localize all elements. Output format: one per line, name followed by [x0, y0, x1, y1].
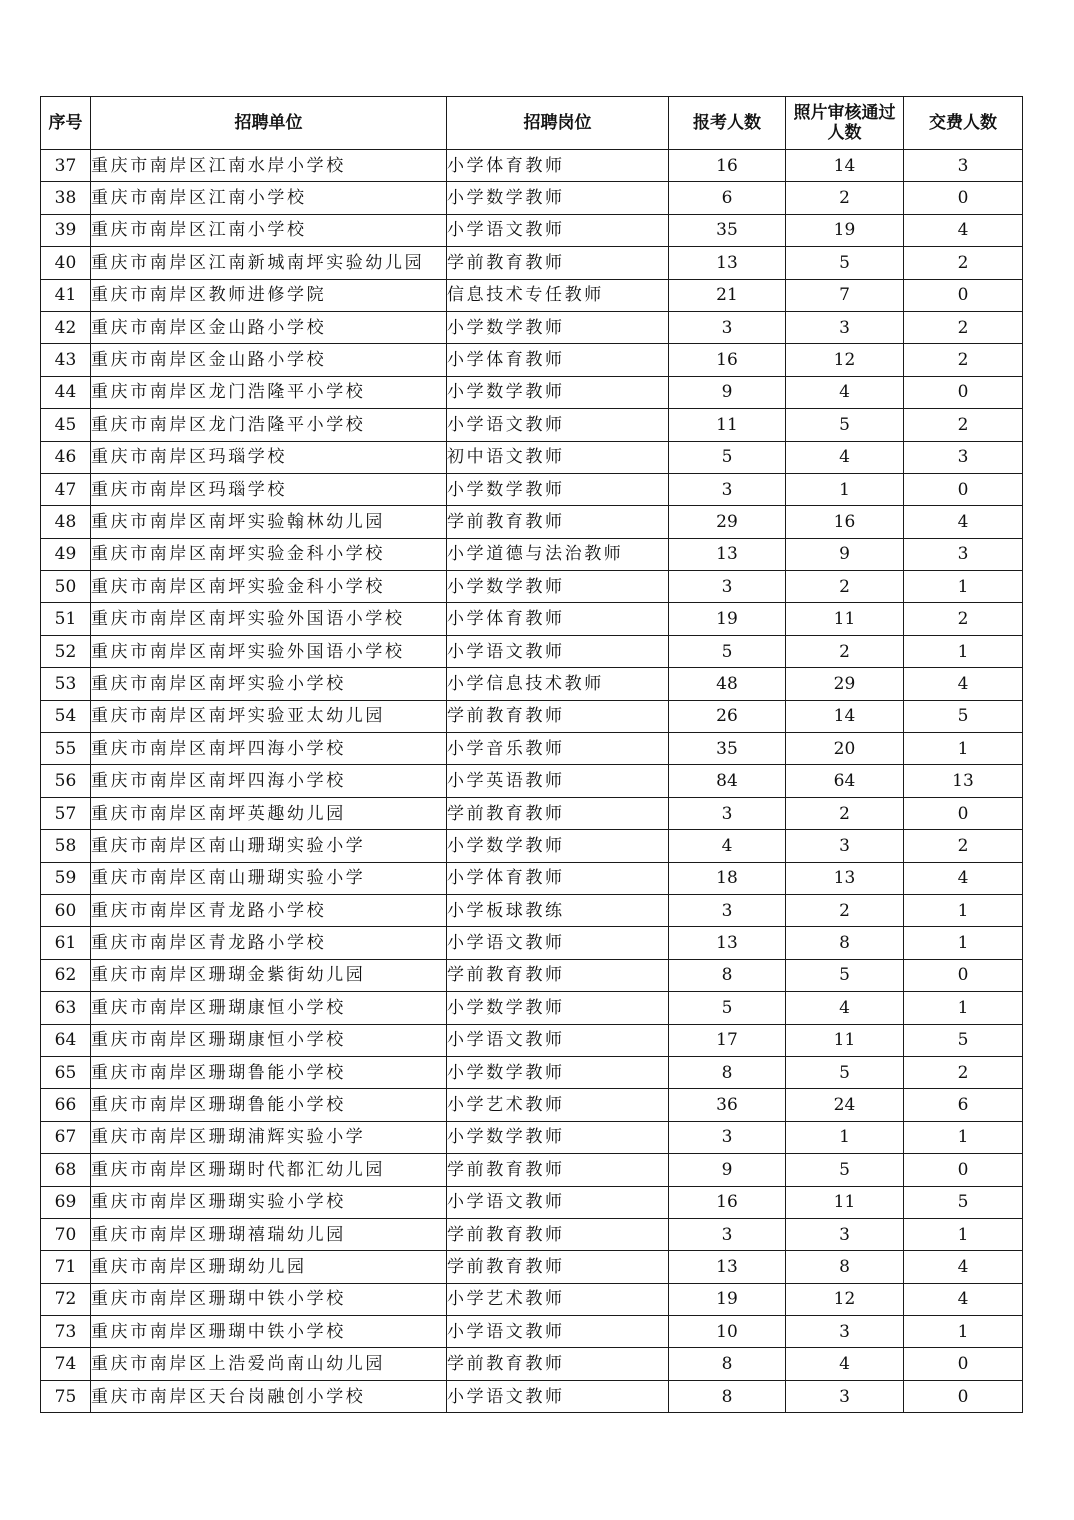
cell-registered: 5 [669, 441, 786, 473]
cell-post: 信息技术专任教师 [447, 279, 669, 311]
table-row [41, 441, 1023, 473]
cell-photo-passed: 2 [786, 797, 904, 829]
cell-index: 55 [41, 733, 91, 765]
cell-unit: 重庆市南岸区珊瑚金紫街幼儿园 [91, 959, 447, 991]
cell-paid: 1 [904, 1218, 1023, 1250]
cell-unit: 重庆市南岸区珊瑚时代都汇幼儿园 [91, 1154, 447, 1186]
cell-post: 学前教育教师 [447, 797, 669, 829]
cell-photo-passed: 2 [786, 571, 904, 603]
cell-post: 学前教育教师 [447, 506, 669, 538]
cell-photo-passed: 13 [786, 862, 904, 894]
cell-post: 小学体育教师 [447, 150, 669, 182]
cell-index: 38 [41, 182, 91, 214]
cell-unit: 重庆市南岸区青龙路小学校 [91, 927, 447, 959]
cell-paid: 0 [904, 1348, 1023, 1380]
cell-registered: 18 [669, 862, 786, 894]
cell-photo-passed: 9 [786, 538, 904, 570]
cell-registered: 19 [669, 1283, 786, 1315]
cell-photo-passed: 1 [786, 473, 904, 505]
cell-photo-passed: 3 [786, 1316, 904, 1348]
cell-post: 学前教育教师 [447, 1154, 669, 1186]
table-row [41, 182, 1023, 214]
cell-index: 66 [41, 1089, 91, 1121]
cell-registered: 13 [669, 247, 786, 279]
cell-paid: 1 [904, 927, 1023, 959]
cell-unit: 重庆市南岸区教师进修学院 [91, 279, 447, 311]
cell-paid: 1 [904, 571, 1023, 603]
cell-post: 小学道德与法治教师 [447, 538, 669, 570]
cell-registered: 8 [669, 1348, 786, 1380]
cell-unit: 重庆市南岸区金山路小学校 [91, 344, 447, 376]
cell-photo-passed: 19 [786, 214, 904, 246]
cell-paid: 0 [904, 797, 1023, 829]
cell-post: 小学语文教师 [447, 409, 669, 441]
cell-post: 小学语文教师 [447, 1380, 669, 1412]
table-row [41, 927, 1023, 959]
cell-registered: 19 [669, 603, 786, 635]
cell-photo-passed: 8 [786, 927, 904, 959]
cell-index: 46 [41, 441, 91, 473]
cell-paid: 1 [904, 733, 1023, 765]
cell-unit: 重庆市南岸区南坪实验翰林幼儿园 [91, 506, 447, 538]
cell-photo-passed: 16 [786, 506, 904, 538]
cell-index: 74 [41, 1348, 91, 1380]
cell-paid: 13 [904, 765, 1023, 797]
cell-post: 小学数学教师 [447, 182, 669, 214]
cell-post: 小学艺术教师 [447, 1089, 669, 1121]
table-row [41, 506, 1023, 538]
cell-registered: 35 [669, 733, 786, 765]
cell-post: 小学数学教师 [447, 1121, 669, 1153]
cell-post: 学前教育教师 [447, 1218, 669, 1250]
cell-post: 小学语文教师 [447, 214, 669, 246]
cell-unit: 重庆市南岸区珊瑚中铁小学校 [91, 1316, 447, 1348]
cell-index: 69 [41, 1186, 91, 1218]
cell-index: 37 [41, 150, 91, 182]
table-row [41, 1218, 1023, 1250]
cell-index: 60 [41, 894, 91, 926]
cell-paid: 4 [904, 506, 1023, 538]
cell-registered: 9 [669, 376, 786, 408]
cell-paid: 2 [904, 830, 1023, 862]
cell-photo-passed: 24 [786, 1089, 904, 1121]
cell-paid: 3 [904, 150, 1023, 182]
cell-photo-passed: 14 [786, 150, 904, 182]
table-row [41, 992, 1023, 1024]
table-row [41, 409, 1023, 441]
cell-index: 71 [41, 1251, 91, 1283]
cell-index: 50 [41, 571, 91, 603]
cell-unit: 重庆市南岸区南坪实验外国语小学校 [91, 635, 447, 667]
cell-unit: 重庆市南岸区龙门浩隆平小学校 [91, 376, 447, 408]
cell-photo-passed: 1 [786, 1121, 904, 1153]
cell-index: 63 [41, 992, 91, 1024]
cell-registered: 3 [669, 797, 786, 829]
recruitment-table [40, 96, 1023, 1413]
cell-registered: 13 [669, 927, 786, 959]
table-row [41, 1186, 1023, 1218]
header-row [41, 97, 1023, 150]
cell-index: 57 [41, 797, 91, 829]
cell-paid: 2 [904, 344, 1023, 376]
table-row [41, 830, 1023, 862]
cell-photo-passed: 5 [786, 959, 904, 991]
cell-index: 58 [41, 830, 91, 862]
table-row [41, 376, 1023, 408]
cell-index: 62 [41, 959, 91, 991]
cell-unit: 重庆市南岸区江南新城南坪实验幼儿园 [91, 247, 447, 279]
cell-photo-passed: 4 [786, 376, 904, 408]
cell-registered: 8 [669, 1056, 786, 1088]
table-row [41, 797, 1023, 829]
cell-registered: 35 [669, 214, 786, 246]
cell-photo-passed: 11 [786, 1024, 904, 1056]
cell-unit: 重庆市南岸区南坪实验亚太幼儿园 [91, 700, 447, 732]
cell-registered: 16 [669, 150, 786, 182]
cell-paid: 1 [904, 894, 1023, 926]
cell-post: 小学数学教师 [447, 571, 669, 603]
cell-index: 51 [41, 603, 91, 635]
cell-paid: 0 [904, 1380, 1023, 1412]
header-paid: 交费人数 [904, 97, 1023, 150]
cell-unit: 重庆市南岸区天台岗融创小学校 [91, 1380, 447, 1412]
table-row [41, 1121, 1023, 1153]
cell-index: 49 [41, 538, 91, 570]
table-row [41, 635, 1023, 667]
cell-registered: 3 [669, 1218, 786, 1250]
cell-paid: 0 [904, 1154, 1023, 1186]
cell-unit: 重庆市南岸区南山珊瑚实验小学 [91, 830, 447, 862]
cell-photo-passed: 12 [786, 1283, 904, 1315]
cell-registered: 84 [669, 765, 786, 797]
cell-index: 47 [41, 473, 91, 505]
cell-index: 43 [41, 344, 91, 376]
cell-unit: 重庆市南岸区珊瑚鲁能小学校 [91, 1056, 447, 1088]
cell-post: 小学语文教师 [447, 927, 669, 959]
table-row [41, 1251, 1023, 1283]
cell-registered: 11 [669, 409, 786, 441]
table-row [41, 668, 1023, 700]
cell-post: 小学语文教师 [447, 1024, 669, 1056]
table-row [41, 1024, 1023, 1056]
cell-photo-passed: 5 [786, 1056, 904, 1088]
cell-paid: 2 [904, 1056, 1023, 1088]
table-row [41, 862, 1023, 894]
cell-paid: 4 [904, 862, 1023, 894]
cell-index: 68 [41, 1154, 91, 1186]
cell-post: 小学数学教师 [447, 473, 669, 505]
cell-unit: 重庆市南岸区珊瑚康恒小学校 [91, 992, 447, 1024]
cell-index: 53 [41, 668, 91, 700]
cell-paid: 1 [904, 1121, 1023, 1153]
cell-paid: 4 [904, 1283, 1023, 1315]
cell-unit: 重庆市南岸区上浩爱尚南山幼儿园 [91, 1348, 447, 1380]
cell-post: 学前教育教师 [447, 1251, 669, 1283]
cell-unit: 重庆市南岸区珊瑚康恒小学校 [91, 1024, 447, 1056]
cell-registered: 13 [669, 1251, 786, 1283]
table-row [41, 733, 1023, 765]
cell-index: 75 [41, 1380, 91, 1412]
cell-photo-passed: 2 [786, 894, 904, 926]
cell-unit: 重庆市南岸区珊瑚鲁能小学校 [91, 1089, 447, 1121]
cell-unit: 重庆市南岸区南坪英趣幼儿园 [91, 797, 447, 829]
table-row [41, 1283, 1023, 1315]
cell-unit: 重庆市南岸区江南小学校 [91, 182, 447, 214]
cell-photo-passed: 5 [786, 1154, 904, 1186]
cell-unit: 重庆市南岸区珊瑚实验小学校 [91, 1186, 447, 1218]
cell-unit: 重庆市南岸区南山珊瑚实验小学 [91, 862, 447, 894]
cell-registered: 21 [669, 279, 786, 311]
cell-registered: 16 [669, 1186, 786, 1218]
cell-photo-passed: 14 [786, 700, 904, 732]
cell-post: 小学体育教师 [447, 862, 669, 894]
cell-unit: 重庆市南岸区南坪实验小学校 [91, 668, 447, 700]
cell-paid: 2 [904, 247, 1023, 279]
cell-post: 学前教育教师 [447, 959, 669, 991]
cell-registered: 36 [669, 1089, 786, 1121]
cell-paid: 0 [904, 959, 1023, 991]
table-row [41, 765, 1023, 797]
cell-unit: 重庆市南岸区珊瑚幼儿园 [91, 1251, 447, 1283]
cell-index: 40 [41, 247, 91, 279]
cell-registered: 8 [669, 1380, 786, 1412]
cell-registered: 3 [669, 311, 786, 343]
table-row [41, 1089, 1023, 1121]
table-body [41, 150, 1023, 1413]
cell-index: 52 [41, 635, 91, 667]
cell-post: 学前教育教师 [447, 1348, 669, 1380]
cell-registered: 4 [669, 830, 786, 862]
cell-paid: 2 [904, 311, 1023, 343]
table-row [41, 279, 1023, 311]
cell-photo-passed: 4 [786, 441, 904, 473]
cell-index: 42 [41, 311, 91, 343]
cell-unit: 重庆市南岸区南坪实验金科小学校 [91, 538, 447, 570]
table-row [41, 959, 1023, 991]
cell-registered: 9 [669, 1154, 786, 1186]
table-row [41, 1154, 1023, 1186]
table-row [41, 1056, 1023, 1088]
table-row [41, 247, 1023, 279]
cell-post: 小学语文教师 [447, 1316, 669, 1348]
cell-index: 48 [41, 506, 91, 538]
table-header [41, 97, 1023, 150]
cell-index: 44 [41, 376, 91, 408]
cell-index: 45 [41, 409, 91, 441]
table-row [41, 473, 1023, 505]
cell-post: 学前教育教师 [447, 700, 669, 732]
cell-post: 小学艺术教师 [447, 1283, 669, 1315]
cell-photo-passed: 7 [786, 279, 904, 311]
cell-post: 小学数学教师 [447, 992, 669, 1024]
table-row [41, 1380, 1023, 1412]
cell-paid: 5 [904, 700, 1023, 732]
cell-registered: 13 [669, 538, 786, 570]
cell-photo-passed: 29 [786, 668, 904, 700]
cell-index: 72 [41, 1283, 91, 1315]
cell-paid: 3 [904, 538, 1023, 570]
cell-post: 小学数学教师 [447, 311, 669, 343]
table-row [41, 894, 1023, 926]
cell-paid: 4 [904, 1251, 1023, 1283]
cell-index: 54 [41, 700, 91, 732]
table-row [41, 571, 1023, 603]
cell-paid: 2 [904, 409, 1023, 441]
header-photo-passed: 照片审核通过人数 [786, 97, 904, 150]
cell-registered: 6 [669, 182, 786, 214]
cell-index: 41 [41, 279, 91, 311]
cell-index: 61 [41, 927, 91, 959]
cell-post: 初中语文教师 [447, 441, 669, 473]
cell-index: 59 [41, 862, 91, 894]
cell-post: 小学语文教师 [447, 1186, 669, 1218]
cell-post: 小学英语教师 [447, 765, 669, 797]
cell-photo-passed: 3 [786, 1218, 904, 1250]
cell-paid: 0 [904, 376, 1023, 408]
cell-unit: 重庆市南岸区金山路小学校 [91, 311, 447, 343]
cell-post: 小学信息技术教师 [447, 668, 669, 700]
cell-photo-passed: 11 [786, 603, 904, 635]
cell-paid: 0 [904, 279, 1023, 311]
cell-photo-passed: 64 [786, 765, 904, 797]
cell-paid: 0 [904, 473, 1023, 505]
cell-unit: 重庆市南岸区玛瑙学校 [91, 441, 447, 473]
cell-paid: 4 [904, 668, 1023, 700]
cell-registered: 3 [669, 571, 786, 603]
cell-unit: 重庆市南岸区珊瑚禧瑞幼儿园 [91, 1218, 447, 1250]
cell-photo-passed: 3 [786, 830, 904, 862]
cell-index: 39 [41, 214, 91, 246]
table-row [41, 700, 1023, 732]
cell-index: 70 [41, 1218, 91, 1250]
cell-registered: 29 [669, 506, 786, 538]
cell-paid: 2 [904, 603, 1023, 635]
cell-registered: 5 [669, 635, 786, 667]
cell-post: 小学音乐教师 [447, 733, 669, 765]
cell-paid: 1 [904, 635, 1023, 667]
cell-post: 小学数学教师 [447, 1056, 669, 1088]
cell-registered: 16 [669, 344, 786, 376]
header-index: 序号 [41, 97, 91, 150]
cell-photo-passed: 3 [786, 1380, 904, 1412]
cell-post: 小学板球教练 [447, 894, 669, 926]
cell-paid: 5 [904, 1186, 1023, 1218]
header-registered: 报考人数 [669, 97, 786, 150]
table-row [41, 344, 1023, 376]
table-row [41, 538, 1023, 570]
cell-registered: 3 [669, 1121, 786, 1153]
cell-unit: 重庆市南岸区南坪实验外国语小学校 [91, 603, 447, 635]
cell-index: 67 [41, 1121, 91, 1153]
cell-paid: 3 [904, 441, 1023, 473]
cell-photo-passed: 2 [786, 182, 904, 214]
cell-registered: 26 [669, 700, 786, 732]
cell-unit: 重庆市南岸区珊瑚中铁小学校 [91, 1283, 447, 1315]
cell-unit: 重庆市南岸区南坪四海小学校 [91, 733, 447, 765]
cell-registered: 5 [669, 992, 786, 1024]
cell-unit: 重庆市南岸区玛瑙学校 [91, 473, 447, 505]
cell-registered: 3 [669, 473, 786, 505]
table-row [41, 1348, 1023, 1380]
table-row [41, 1316, 1023, 1348]
cell-photo-passed: 5 [786, 247, 904, 279]
cell-unit: 重庆市南岸区青龙路小学校 [91, 894, 447, 926]
cell-registered: 17 [669, 1024, 786, 1056]
cell-index: 65 [41, 1056, 91, 1088]
cell-unit: 重庆市南岸区江南小学校 [91, 214, 447, 246]
cell-registered: 8 [669, 959, 786, 991]
cell-paid: 1 [904, 992, 1023, 1024]
cell-photo-passed: 2 [786, 635, 904, 667]
table-row [41, 603, 1023, 635]
cell-index: 73 [41, 1316, 91, 1348]
cell-unit: 重庆市南岸区南坪实验金科小学校 [91, 571, 447, 603]
cell-paid: 1 [904, 1316, 1023, 1348]
header-post: 招聘岗位 [447, 97, 669, 150]
cell-post: 小学体育教师 [447, 603, 669, 635]
cell-paid: 4 [904, 214, 1023, 246]
cell-photo-passed: 8 [786, 1251, 904, 1283]
cell-post: 小学数学教师 [447, 830, 669, 862]
cell-unit: 重庆市南岸区珊瑚浦辉实验小学 [91, 1121, 447, 1153]
cell-registered: 10 [669, 1316, 786, 1348]
cell-post: 学前教育教师 [447, 247, 669, 279]
cell-paid: 5 [904, 1024, 1023, 1056]
cell-photo-passed: 11 [786, 1186, 904, 1218]
table-row [41, 311, 1023, 343]
cell-photo-passed: 4 [786, 992, 904, 1024]
cell-unit: 重庆市南岸区南坪四海小学校 [91, 765, 447, 797]
cell-photo-passed: 4 [786, 1348, 904, 1380]
cell-index: 56 [41, 765, 91, 797]
cell-post: 小学体育教师 [447, 344, 669, 376]
cell-photo-passed: 20 [786, 733, 904, 765]
cell-unit: 重庆市南岸区江南水岸小学校 [91, 150, 447, 182]
cell-index: 64 [41, 1024, 91, 1056]
header-unit: 招聘单位 [91, 97, 447, 150]
table-row [41, 214, 1023, 246]
table-row [41, 150, 1023, 182]
cell-photo-passed: 5 [786, 409, 904, 441]
cell-paid: 0 [904, 182, 1023, 214]
cell-unit: 重庆市南岸区龙门浩隆平小学校 [91, 409, 447, 441]
cell-post: 小学语文教师 [447, 635, 669, 667]
cell-photo-passed: 12 [786, 344, 904, 376]
cell-registered: 48 [669, 668, 786, 700]
cell-paid: 6 [904, 1089, 1023, 1121]
cell-photo-passed: 3 [786, 311, 904, 343]
cell-registered: 3 [669, 894, 786, 926]
cell-post: 小学数学教师 [447, 376, 669, 408]
